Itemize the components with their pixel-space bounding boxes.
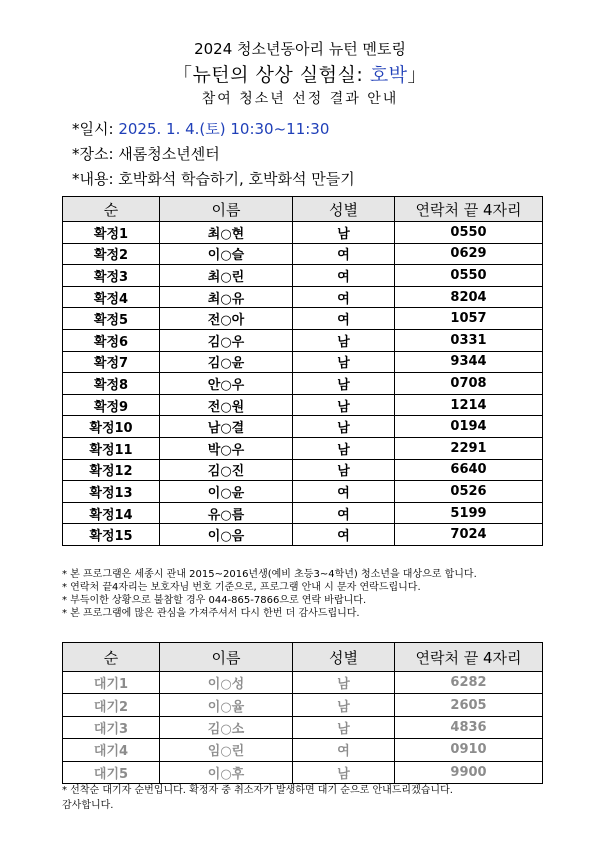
cell-name: 이○윤 bbox=[160, 481, 293, 503]
cell-order: 대기2 bbox=[63, 694, 160, 716]
cell-order: 확정5 bbox=[63, 308, 160, 330]
cell-gender: 남 bbox=[293, 351, 395, 373]
cell-gender: 여 bbox=[293, 265, 395, 287]
cell-name: 이○음 bbox=[160, 524, 293, 546]
cell-name: 김○진 bbox=[160, 459, 293, 481]
cell-gender: 남 bbox=[293, 694, 395, 716]
cell-name: 남○결 bbox=[160, 416, 293, 438]
event-title bbox=[0, 60, 600, 87]
table-row bbox=[63, 502, 543, 524]
note-line: * 본 프로그램은 세종시 관내 2015~2016년생(예비 초등3~4학년) 청소년을 대상으로 합니다. bbox=[62, 569, 477, 580]
note-line: * 부득이한 상황으로 불참할 경우 044-865-7866으로 연락 바랍니다. bbox=[62, 595, 367, 606]
closing-thanks: 감사합니다. bbox=[62, 800, 114, 811]
confirmed-table-header bbox=[63, 197, 543, 222]
cell-gender: 남 bbox=[293, 416, 395, 438]
content-info: *내용: 호박화석 학습하기, 호박화석 만들기 bbox=[72, 170, 355, 188]
cell-name: 이○성 bbox=[160, 672, 293, 694]
cell-gender: 남 bbox=[293, 394, 395, 416]
cell-name: 임○린 bbox=[160, 739, 293, 761]
cell-order: 확정1 bbox=[63, 222, 160, 244]
date-info bbox=[72, 118, 329, 139]
place-info: *장소: 새롬청소년센터 bbox=[72, 145, 220, 163]
cell-order: 확정4 bbox=[63, 286, 160, 308]
table-row bbox=[63, 761, 543, 783]
cell-phone: 0550 bbox=[395, 222, 543, 244]
col-header-phone: 연락처 끝 4자리 bbox=[395, 643, 543, 672]
cell-phone: 5199 bbox=[395, 502, 543, 524]
cell-gender: 남 bbox=[293, 437, 395, 459]
cell-phone: 8204 bbox=[395, 286, 543, 308]
cell-name: 김○우 bbox=[160, 329, 293, 351]
cell-order: 확정10 bbox=[63, 416, 160, 438]
note-line: * 연락처 끝4자리는 보호자님 번호 기준으로, 프로그램 안내 시 문자 연락드립니다. bbox=[62, 582, 421, 593]
cell-gender: 여 bbox=[293, 308, 395, 330]
col-header-order: 순 bbox=[63, 197, 160, 222]
page-subtitle: 참여 청소년 선정 결과 안내 bbox=[201, 91, 399, 107]
cell-phone: 2291 bbox=[395, 437, 543, 459]
col-header-name: 이름 bbox=[160, 197, 293, 222]
table-row bbox=[63, 716, 543, 738]
cell-order: 확정3 bbox=[63, 265, 160, 287]
table-row bbox=[63, 394, 543, 416]
col-header-name: 이름 bbox=[160, 643, 293, 672]
cell-phone: 9344 bbox=[395, 351, 543, 373]
cell-order: 확정9 bbox=[63, 394, 160, 416]
cell-order: 확정13 bbox=[63, 481, 160, 503]
cell-name: 이○율 bbox=[160, 694, 293, 716]
cell-phone: 7024 bbox=[395, 524, 543, 546]
table-row bbox=[63, 739, 543, 761]
cell-gender: 남 bbox=[293, 761, 395, 783]
cell-order: 확정7 bbox=[63, 351, 160, 373]
table-row bbox=[63, 222, 543, 244]
cell-name: 최○유 bbox=[160, 286, 293, 308]
table-row bbox=[63, 524, 543, 546]
cell-gender: 여 bbox=[293, 286, 395, 308]
table-row bbox=[63, 694, 543, 716]
confirmed-table bbox=[62, 196, 543, 546]
cell-order: 확정2 bbox=[63, 243, 160, 265]
cell-name: 이○슬 bbox=[160, 243, 293, 265]
table-row bbox=[63, 373, 543, 395]
cell-name: 박○우 bbox=[160, 437, 293, 459]
cell-name: 김○윤 bbox=[160, 351, 293, 373]
cell-phone: 4836 bbox=[395, 716, 543, 738]
col-header-gender: 성별 bbox=[293, 197, 395, 222]
cell-name: 최○현 bbox=[160, 222, 293, 244]
table-row bbox=[63, 329, 543, 351]
table-row bbox=[63, 286, 543, 308]
waitlist-table-header bbox=[63, 643, 543, 672]
cell-phone: 0550 bbox=[395, 265, 543, 287]
cell-name: 유○름 bbox=[160, 502, 293, 524]
note-line: * 본 프로그램에 많은 관심을 가져주셔서 다시 한번 더 감사드립니다. bbox=[62, 608, 360, 619]
cell-order: 확정8 bbox=[63, 373, 160, 395]
cell-name: 전○원 bbox=[160, 394, 293, 416]
note-line: * 선착순 대기자 순번입니다. 확정자 중 취소자가 발생하면 대기 순으로 안내드리겠습니다. bbox=[62, 785, 453, 796]
cell-phone: 9900 bbox=[395, 761, 543, 783]
table-row bbox=[63, 351, 543, 373]
cell-name: 이○후 bbox=[160, 761, 293, 783]
cell-gender: 남 bbox=[293, 672, 395, 694]
waitlist-table bbox=[62, 642, 543, 784]
date-label: *일시: bbox=[72, 120, 119, 138]
table-row bbox=[63, 481, 543, 503]
cell-phone: 0629 bbox=[395, 243, 543, 265]
cell-order: 대기5 bbox=[63, 761, 160, 783]
cell-phone: 6640 bbox=[395, 459, 543, 481]
cell-name: 안○우 bbox=[160, 373, 293, 395]
cell-gender: 남 bbox=[293, 222, 395, 244]
cell-phone: 0526 bbox=[395, 481, 543, 503]
col-header-order: 순 bbox=[63, 643, 160, 672]
program-title: 2024 청소년동아리 뉴턴 멘토링 bbox=[194, 40, 406, 58]
cell-name: 전○아 bbox=[160, 308, 293, 330]
cell-phone: 0194 bbox=[395, 416, 543, 438]
event-title-accent: 호박 bbox=[369, 64, 408, 86]
cell-gender: 남 bbox=[293, 329, 395, 351]
table-row bbox=[63, 308, 543, 330]
cell-order: 확정15 bbox=[63, 524, 160, 546]
table-row bbox=[63, 437, 543, 459]
cell-gender: 여 bbox=[293, 243, 395, 265]
cell-gender: 남 bbox=[293, 459, 395, 481]
col-header-phone: 연락처 끝 4자리 bbox=[395, 197, 543, 222]
event-title-suffix: 」 bbox=[407, 64, 428, 86]
notes-waitlist bbox=[62, 783, 552, 813]
cell-order: 대기1 bbox=[63, 672, 160, 694]
cell-order: 확정11 bbox=[63, 437, 160, 459]
cell-gender: 남 bbox=[293, 716, 395, 738]
cell-name: 최○린 bbox=[160, 265, 293, 287]
cell-gender: 남 bbox=[293, 373, 395, 395]
cell-gender: 여 bbox=[293, 502, 395, 524]
table-row bbox=[63, 459, 543, 481]
event-title-prefix: 「뉴턴의 상상 실험실: bbox=[172, 64, 370, 86]
cell-phone: 1057 bbox=[395, 308, 543, 330]
date-value: 2025. 1. 4.(토) 10:30~11:30 bbox=[118, 120, 330, 138]
cell-phone: 2605 bbox=[395, 694, 543, 716]
cell-order: 확정14 bbox=[63, 502, 160, 524]
cell-phone: 0331 bbox=[395, 329, 543, 351]
table-row bbox=[63, 416, 543, 438]
cell-name: 김○소 bbox=[160, 716, 293, 738]
notes-confirmed bbox=[62, 568, 552, 620]
cell-phone: 1214 bbox=[395, 394, 543, 416]
cell-gender: 여 bbox=[293, 524, 395, 546]
table-row bbox=[63, 672, 543, 694]
cell-order: 확정6 bbox=[63, 329, 160, 351]
cell-phone: 0910 bbox=[395, 739, 543, 761]
table-row bbox=[63, 265, 543, 287]
col-header-gender: 성별 bbox=[293, 643, 395, 672]
cell-order: 대기4 bbox=[63, 739, 160, 761]
table-row bbox=[63, 243, 543, 265]
cell-phone: 6282 bbox=[395, 672, 543, 694]
cell-phone: 0708 bbox=[395, 373, 543, 395]
cell-order: 확정12 bbox=[63, 459, 160, 481]
cell-gender: 여 bbox=[293, 481, 395, 503]
cell-gender: 여 bbox=[293, 739, 395, 761]
cell-order: 대기3 bbox=[63, 716, 160, 738]
